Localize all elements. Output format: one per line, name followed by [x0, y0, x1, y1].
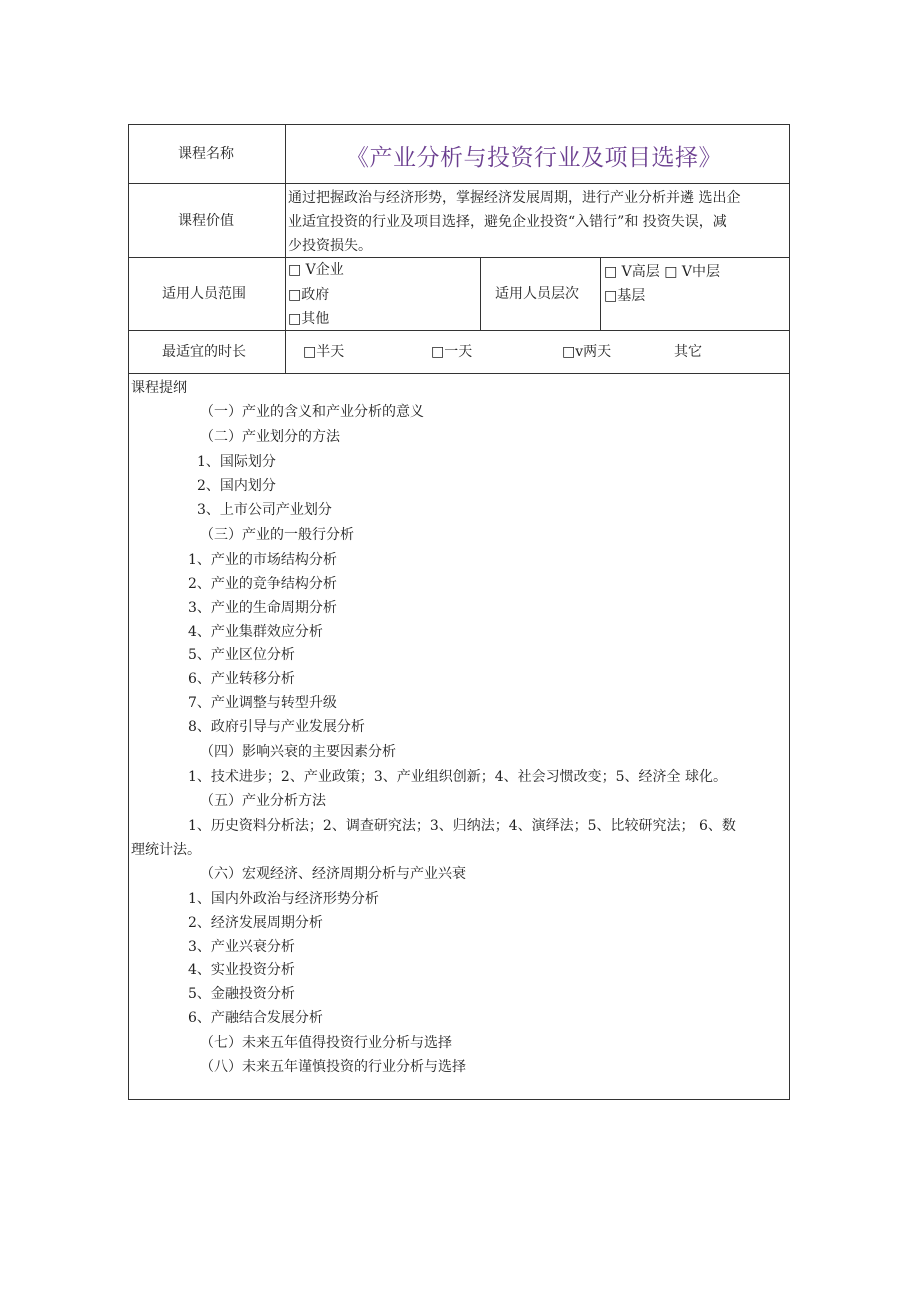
checkbox-government[interactable]: □政府	[288, 287, 330, 303]
outline-item: 1、国内外政治与经济形势分析	[188, 891, 379, 907]
outline-item: 3、上市公司产业划分	[197, 502, 332, 518]
outline-item: 4、产业集群效应分析	[188, 624, 323, 640]
checkbox-senior-middle[interactable]: □ V高层 □ V中层	[604, 264, 721, 280]
col-divider	[600, 257, 601, 330]
audience-level-label: 适用人员层次	[495, 286, 579, 302]
outline-item: 5、金融投资分析	[188, 986, 295, 1002]
outline-section: （四）影响兴衰的主要因素分析	[200, 744, 396, 760]
row-divider	[128, 183, 790, 184]
outline-item: 3、产业的生命周期分析	[188, 600, 337, 616]
outline-section: （三）产业的一般行分析	[200, 527, 354, 543]
outline-item: 8、政府引导与产业发展分析	[188, 719, 365, 735]
checkbox-two-days[interactable]: □v两天	[562, 344, 612, 360]
outline-item: 7、产业调整与转型升级	[188, 695, 337, 711]
outline-item: 1、历史资料分析法；2、调查研究法；3、归纳法；4、演绎法；5、比较研究法； 6、数	[188, 818, 736, 834]
audience-scope-label: 适用人员范围	[162, 286, 246, 302]
duration-other: 其它	[674, 344, 702, 360]
outline-heading: 课程提纲	[131, 380, 187, 396]
outline-item: 5、产业区位分析	[188, 647, 295, 663]
course-value-line: 业适宜投资的行业及项目选择，避免企业投资“入错行”和 投资失误，减	[288, 214, 727, 230]
col-divider	[285, 124, 286, 373]
course-name-title: 《产业分析与投资行业及项目选择》	[346, 145, 722, 171]
outline-item: 1、产业的市场结构分析	[188, 552, 337, 568]
row-divider	[128, 373, 790, 374]
col-divider	[480, 257, 481, 330]
outline-item: 1、国际划分	[197, 454, 276, 470]
outline-item: 2、国内划分	[197, 478, 276, 494]
checkbox-one-day[interactable]: □一天	[431, 344, 473, 360]
course-value-label: 课程价值	[178, 213, 234, 229]
row-divider	[128, 257, 790, 258]
checkbox-other[interactable]: □其他	[288, 311, 330, 327]
outline-item: 3、产业兴衰分析	[188, 939, 295, 955]
outline-section: （六）宏观经济、经济周期分析与产业兴衰	[200, 866, 466, 882]
outline-section: （一）产业的含义和产业分析的意义	[200, 404, 424, 420]
checkbox-half-day[interactable]: □半天	[303, 344, 345, 360]
outline-item: 4、实业投资分析	[188, 962, 295, 978]
outline-section: （八）未来五年谨慎投资的行业分析与选择	[200, 1059, 466, 1075]
outline-section: （七）未来五年值得投资行业分析与选择	[200, 1035, 452, 1051]
outline-item: 6、产融结合发展分析	[188, 1010, 323, 1026]
row-divider	[128, 330, 790, 331]
outline-section: （二）产业划分的方法	[200, 429, 340, 445]
outline-section: （五）产业分析方法	[200, 793, 326, 809]
checkbox-enterprise[interactable]: □ V企业	[288, 262, 344, 278]
duration-label: 最适宜的时长	[162, 344, 246, 360]
outline-item: 6、产业转移分析	[188, 671, 295, 687]
course-value-line: 通过把握政治与经济形势，掌握经济发展周期，进行产业分析并遴 选出企	[288, 190, 741, 206]
outline-item: 2、产业的竞争结构分析	[188, 576, 337, 592]
outline-item: 1、技术进步；2、产业政策；3、产业组织创新；4、社会习惯改变；5、经济全 球化。	[188, 769, 727, 785]
outline-item: 理统计法。	[131, 842, 201, 858]
outline-item: 2、经济发展周期分析	[188, 915, 323, 931]
course-name-label: 课程名称	[178, 146, 234, 162]
course-value-line: 少投资损失。	[288, 238, 372, 254]
checkbox-grassroots[interactable]: □基层	[604, 288, 646, 304]
